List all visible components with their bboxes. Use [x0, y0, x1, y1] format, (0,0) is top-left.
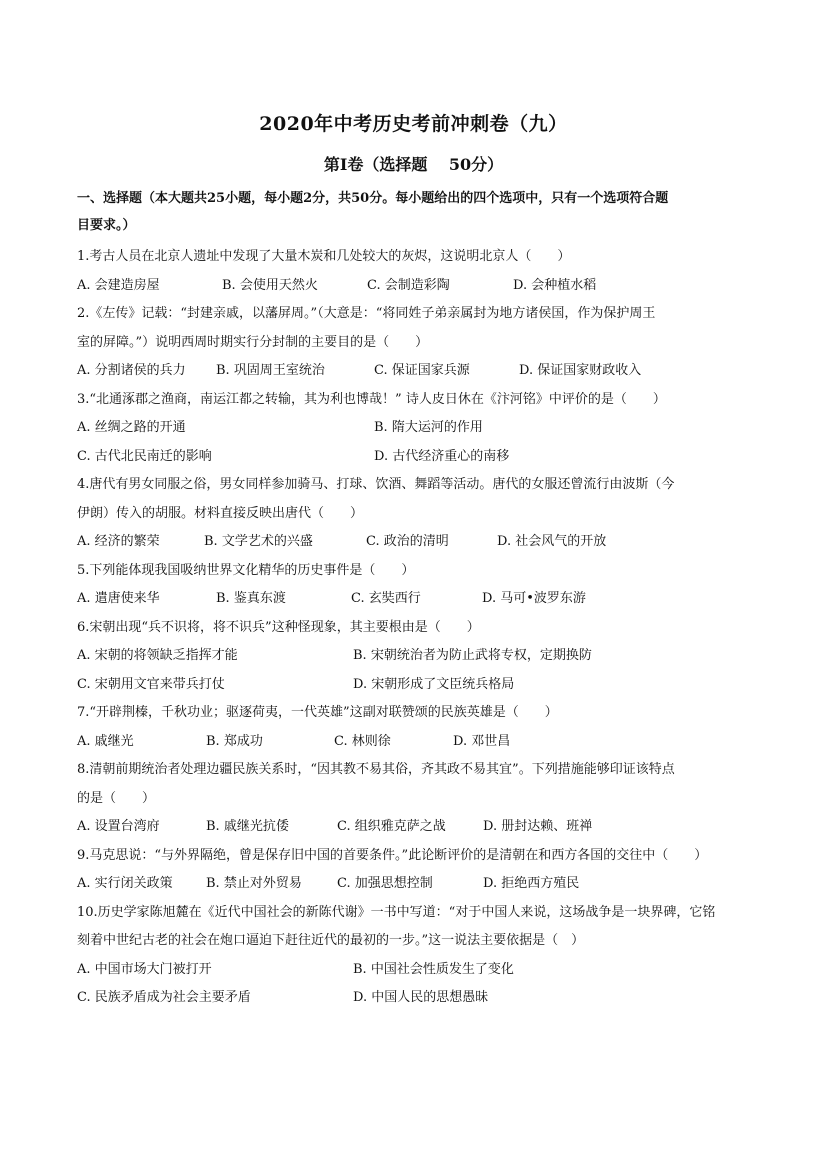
options-row: [77, 528, 767, 557]
question-stem: 4.唐代有男女同服之俗，男女同样参加骑马、打球、饮酒、舞蹈等活动。唐代的女服还曾流行由波斯（今: [77, 477, 675, 492]
option-a: A. 戚继光: [77, 733, 134, 749]
options-row: [77, 272, 767, 301]
options-row: [77, 414, 767, 443]
option-a: A. 宋朝的将领缺乏指挥才能: [77, 648, 238, 663]
option-a: A. 丝绸之路的开通: [77, 420, 186, 435]
option-a: A. 会建造房屋: [77, 277, 160, 293]
exam-title: 2020年中考历史考前冲刺卷（九）: [259, 113, 568, 135]
instructions-line: 一、选择题（本大题共25小题，每小题2分，共50分。每小题给出的四个选项中，只有一个选项符合题: [77, 191, 669, 206]
option-a: A. 遣唐使来华: [77, 591, 160, 606]
question-stem: 8.清朝前期统治者处理边疆民族关系时，“因其教不易其俗，齐其政不易其宜”。下列措施能够印证该特点: [77, 762, 675, 777]
question-stem: 10.历史学家陈旭麓在《近代中国社会的新陈代谢》一书中写道：“对于中国人来说，这场战争是一块界碑，它铭: [77, 904, 716, 920]
option-a: A. 中国市场大门被打开: [77, 961, 212, 977]
option-d: D. 中国人民的思想愚昧: [353, 990, 489, 1005]
options-row: [77, 357, 767, 386]
question-stem: 3.“北通涿郡之渔商，南运江都之转输，其为利也博哉！” 诗人皮日休在《汴河铭》中评价的是（ ）: [77, 391, 666, 407]
options-row: [77, 870, 767, 899]
question-6: [77, 614, 767, 700]
option-d: D. 古代经济重心的南移: [374, 448, 510, 464]
question-stem: 1.考古人员在北京人遗址中发现了大量木炭和几处较大的灰烬，这说明北京人（ ）: [77, 249, 571, 264]
question-3: [77, 386, 767, 472]
option-c: C. 加强思想控制: [337, 876, 433, 891]
options-row: [77, 671, 767, 700]
question-stem: 6.宋朝出现“兵不识将，将不识兵”这种怪现象，其主要根由是（ ）: [77, 619, 480, 635]
question-stem: 的是（ ）: [77, 790, 156, 806]
option-a: A. 分割诸侯的兵力: [77, 363, 186, 378]
option-a: A. 实行闭关政策: [77, 876, 173, 891]
question-4: [77, 471, 767, 557]
option-c: C. 政治的清明: [366, 534, 449, 549]
options-row: [77, 813, 767, 842]
options-row: [77, 956, 767, 985]
option-c: C. 保证国家兵源: [374, 363, 470, 378]
question-stem: 5.下列能体现我国吸纳世界文化精华的历史事件是（ ）: [77, 562, 415, 578]
option-d: D. 宋朝形成了文臣统兵格局: [353, 676, 515, 692]
option-b: B. 文学艺术的兴盛: [204, 534, 313, 549]
question-7: [77, 699, 767, 756]
option-d: D. 邓世昌: [453, 733, 511, 749]
option-b: B. 中国社会性质发生了变化: [353, 961, 514, 977]
option-d: D. 册封达赖、班禅: [483, 819, 593, 834]
option-b: B. 郑成功: [206, 733, 263, 749]
option-d: D. 社会风气的开放: [497, 534, 607, 549]
section-heading: 第Ⅰ卷（选择题 50分）: [323, 155, 504, 174]
option-a: A. 经济的繁荣: [77, 534, 160, 549]
question-stem: 9.马克思说：“与外界隔绝，曾是保存旧中国的首要条件。”此论断评价的是清朝在和西方各国的交往中（ ）: [77, 847, 708, 863]
option-a: A. 设置台湾府: [77, 819, 160, 834]
question-list: [77, 243, 767, 1013]
option-b: B. 隋大运河的作用: [374, 420, 483, 435]
question-stem: 刻着中世纪古老的社会在炮口逼迫下赶往近代的最初的一步。”这一说法主要依据是（ ）: [77, 933, 585, 948]
option-d: D. 会种植水稻: [513, 277, 597, 293]
question-stem: 室的屏障。”）说明西周时期实行分封制的主要目的是（ ）: [77, 334, 429, 350]
options-row: [77, 585, 767, 614]
question-stem: 7.“开辟荆榛，千秋功业；驱逐荷夷，一代英雄”这副对联赞颂的民族英雄是（ ）: [77, 705, 558, 720]
options-row: [77, 443, 767, 472]
option-d: D. 拒绝西方殖民: [483, 876, 580, 891]
option-d: D. 保证国家财政收入: [519, 363, 642, 378]
question-2: [77, 300, 767, 386]
option-b: B. 鉴真东渡: [216, 591, 286, 606]
option-d: D. 马可•波罗东游: [482, 591, 586, 606]
instructions-line: 目要求。）: [77, 218, 136, 233]
section-instructions: [77, 185, 757, 239]
option-c: C. 林则徐: [334, 733, 391, 749]
question-5: [77, 557, 767, 614]
option-b: B. 戚继光抗倭: [206, 819, 289, 834]
option-b: B. 巩固周王室统治: [216, 363, 325, 378]
option-c: C. 宋朝用文官来带兵打仗: [77, 676, 225, 692]
option-b: B. 禁止对外贸易: [206, 876, 302, 891]
option-b: B. 会使用天然火: [222, 277, 318, 293]
question-1: [77, 243, 767, 300]
options-row: [77, 642, 767, 671]
option-c: C. 民族矛盾成为社会主要矛盾: [77, 990, 251, 1005]
question-stem: 伊朗）传入的胡服。材料直接反映出唐代（ ）: [77, 505, 364, 521]
option-c: C. 组织雅克萨之战: [337, 819, 446, 834]
question-stem: 2.《左传》记载：“封建亲戚，以藩屏周。”（大意是：“将同姓子弟亲属封为地方诸侯国，作为保护周王: [77, 306, 656, 321]
question-8: [77, 756, 767, 842]
options-row: [77, 728, 767, 757]
option-b: B. 宋朝统治者为防止武将专权，定期换防: [353, 648, 592, 663]
question-10: [77, 899, 767, 1013]
option-c: C. 会制造彩陶: [367, 277, 450, 293]
option-c: C. 玄奘西行: [351, 591, 421, 606]
option-c: C. 古代北民南迁的影响: [77, 448, 212, 464]
options-row: [77, 984, 767, 1013]
question-9: [77, 842, 767, 899]
